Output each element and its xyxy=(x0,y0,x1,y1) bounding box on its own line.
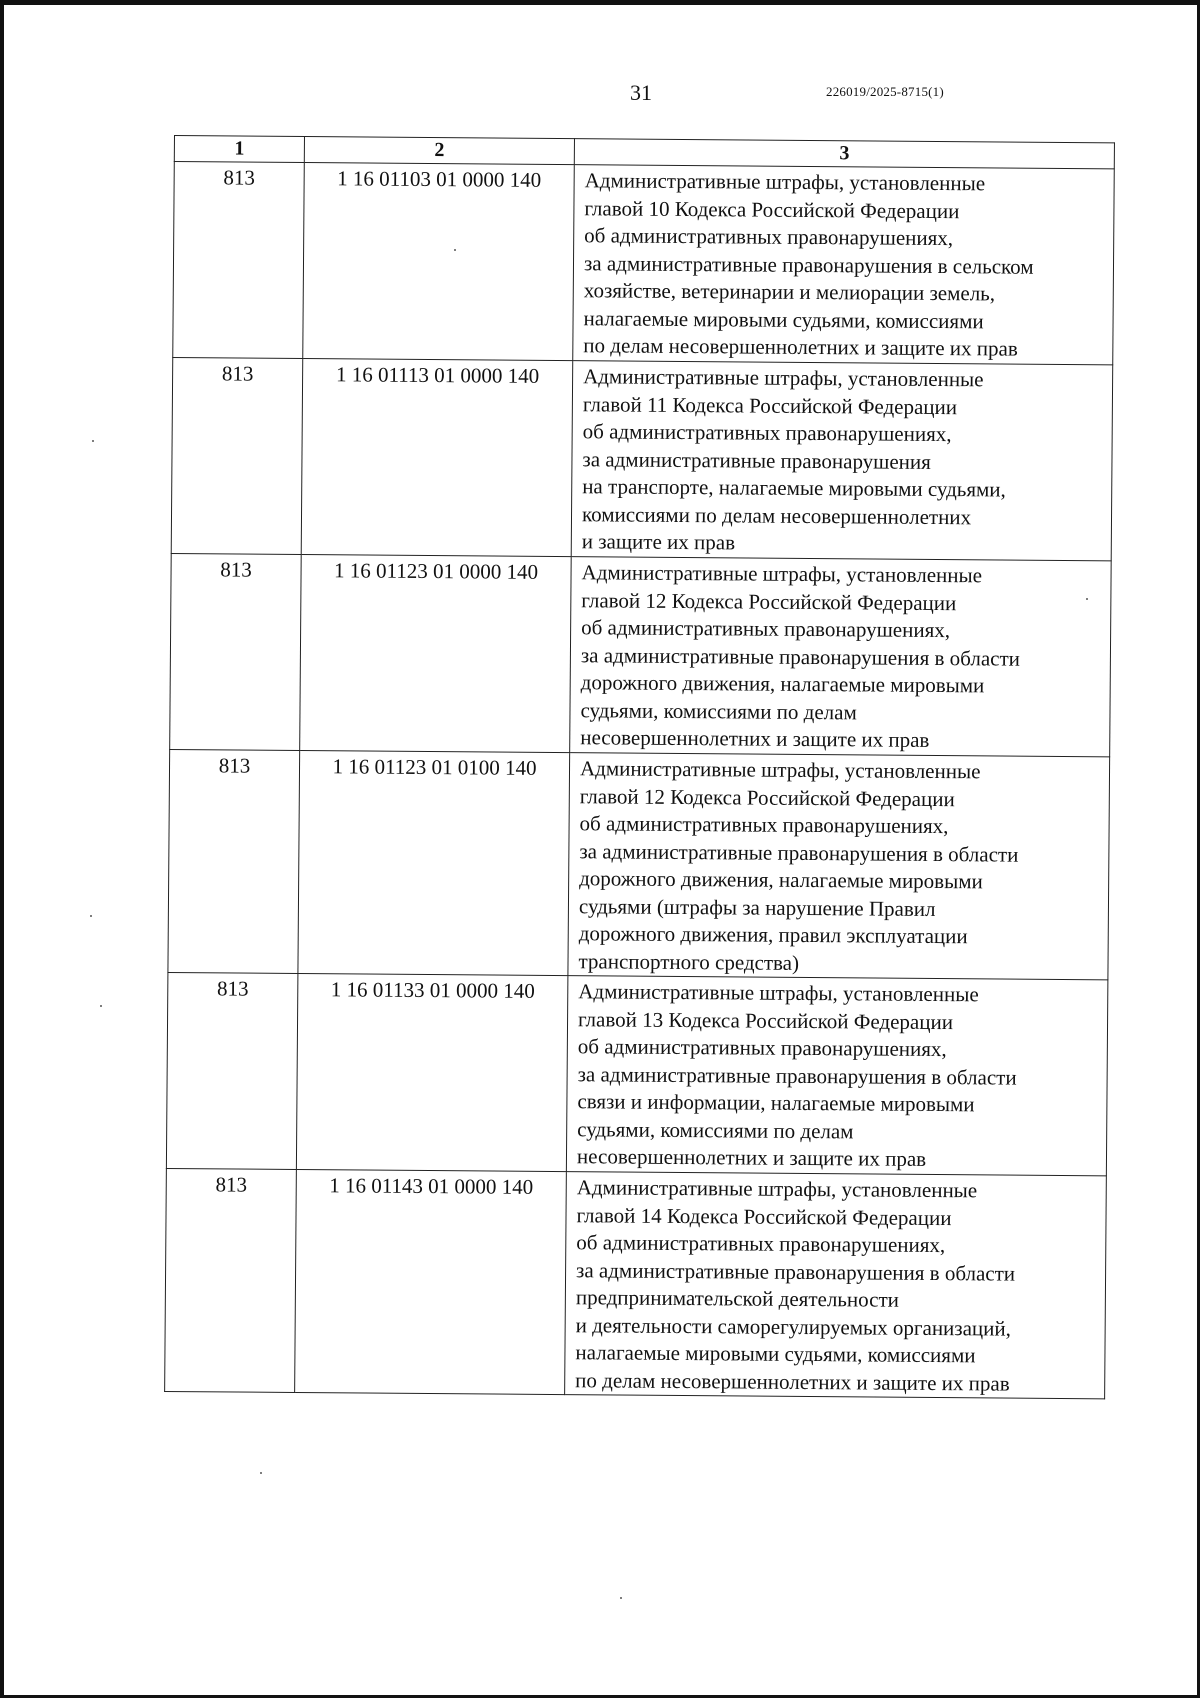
column-header-3: 3 xyxy=(574,139,1114,169)
page-number: 31 xyxy=(630,80,652,105)
admin-code-cell: 813 xyxy=(173,162,305,359)
scan-speck xyxy=(620,1597,622,1599)
description-cell: Административные штрафы, установленные главой 12 Кодекса Российской Федерации об административных правонарушениях, за административные правонарушения в области дорожного движения, налагаемые мировыми судьями, комиссиями по делам несовершеннолетних и защите их прав xyxy=(570,557,1112,757)
description-cell: Административные штрафы, установленные главой 13 Кодекса Российской Федерации об административных правонарушениях, за административные правонарушения в области связи и информации, налагаемые мировыми судьями, комиссиями по делам несовершеннолетних и защите их прав xyxy=(566,976,1108,1176)
revenue-code-cell: 1 16 01133 01 0000 140 xyxy=(296,973,568,1171)
revenue-code-cell: 1 16 01113 01 0000 140 xyxy=(301,359,573,557)
admin-code-cell: 813 xyxy=(165,1168,297,1392)
table-row xyxy=(168,749,1110,979)
admin-code-cell: 813 xyxy=(166,972,298,1169)
description-cell: Административные штрафы, установленные главой 10 Кодекса Российской Федерации об административных правонарушениях, за административные правонарушения в сельском хозяйстве, ветеринарии и мелиорации земель, налагаемые мировыми судьями, комиссиями по делам несовершеннолетних и защите их прав xyxy=(573,165,1115,365)
admin-code-cell: 813 xyxy=(170,553,302,750)
description-cell: Административные штрафы, установленные главой 12 Кодекса Российской Федерации об административных правонарушениях, за административные правонарушения в области дорожного движения, налагаемые мировыми судьями (штрафы за нарушение Правил дорожного движения, правил эксплуатации транспортного средства) xyxy=(568,753,1110,980)
scan-speck xyxy=(90,915,92,917)
description-cell: Административные штрафы, установленные главой 11 Кодекса Российской Федерации об административных правонарушениях, за административные правонарушения на транспорте, налагаемые мировыми судьями, комиссиями по делам несовершеннолетних и защите их прав xyxy=(571,361,1113,561)
table-row xyxy=(173,162,1115,365)
scan-speck xyxy=(92,440,94,442)
table-row xyxy=(171,357,1113,560)
document-code: 226019/2025-8715(1) xyxy=(826,84,944,99)
scan-speck xyxy=(1086,598,1088,600)
revenue-codes-table xyxy=(164,135,1115,1399)
admin-code-cell: 813 xyxy=(171,357,303,554)
scan-speck xyxy=(100,1005,102,1007)
description-cell: Административные штрафы, установленные главой 14 Кодекса Российской Федерации об административных правонарушениях, за административные правонарушения в области предпринимательской деятельности и деятельности саморегулируемых организаций, налагаемые мировыми судьями, комиссиями по делам несовершеннолетних и защите их прав xyxy=(565,1172,1107,1399)
scan-speck xyxy=(454,249,456,251)
revenue-code-cell: 1 16 01123 01 0100 140 xyxy=(298,751,570,976)
column-header-2: 2 xyxy=(304,137,574,165)
scan-speck xyxy=(260,1472,262,1474)
revenue-code-cell: 1 16 01123 01 0000 140 xyxy=(300,555,572,753)
table-row xyxy=(165,1168,1107,1398)
table-row xyxy=(170,553,1112,756)
table-row xyxy=(166,972,1108,1175)
revenue-code-cell: 1 16 01103 01 0000 140 xyxy=(303,163,575,361)
revenue-code-cell: 1 16 01143 01 0000 140 xyxy=(295,1169,567,1394)
admin-code-cell: 813 xyxy=(168,749,300,973)
column-header-1: 1 xyxy=(174,136,304,163)
